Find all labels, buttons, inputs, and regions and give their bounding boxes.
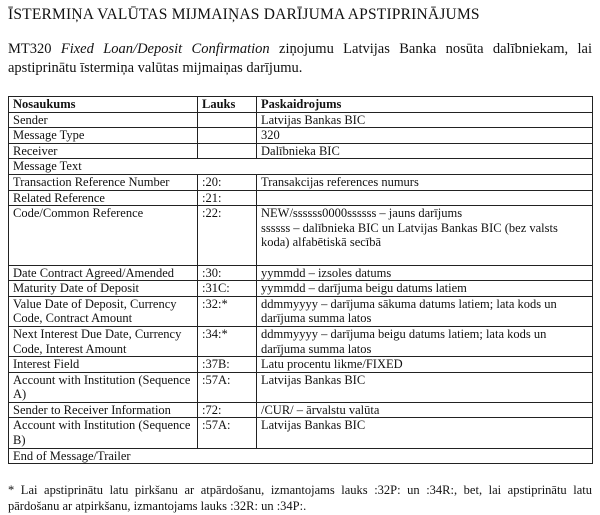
table-row [9,190,593,206]
explanation-cell: Dalībnieka BIC [257,143,593,159]
name-cell: Receiver [9,143,198,159]
message-type-code: MT320 [8,41,52,57]
table-row [9,112,593,128]
name-cell: Account with Institution (Sequence A) [9,372,198,402]
field-cell: :22: [198,206,257,265]
explanation-cell: Latvijas Bankas BIC [257,112,593,128]
field-cell: :31C: [198,281,257,297]
table-row [9,128,593,144]
field-cell: :72: [198,402,257,418]
field-cell: :20: [198,174,257,190]
explanation-cell: Transakcijas references numurs [257,174,593,190]
name-cell: Value Date of Deposit, Currency Code, Contract Amount [9,296,198,326]
name-cell: Interest Field [9,357,198,373]
name-cell: Message Type [9,128,198,144]
explanation-cell: 320 [257,128,593,144]
table-body [9,112,593,464]
field-cell: :32:* [198,296,257,326]
name-cell: Related Reference [9,190,198,206]
table-row [9,159,593,175]
explanation-cell: yymmdd – izsoles datums [257,265,593,281]
name-cell: Sender [9,112,198,128]
message-spec-table [8,96,593,464]
table-row [9,296,593,326]
name-cell: Maturity Date of Deposit [9,281,198,297]
name-cell: Account with Institution (Sequence B) [9,418,198,448]
table-row [9,402,593,418]
header-name: Nosaukums [9,97,198,113]
explanation-cell: ddmmyyyy – darījuma sākuma datums latiem; lata kods un darījuma summa latos [257,296,593,326]
name-cell: Next Interest Due Date, Currency Code, Interest Amount [9,326,198,356]
table-row [9,357,593,373]
table-row [9,281,593,297]
field-cell: :21: [198,190,257,206]
section-cell: Message Text [9,159,593,175]
field-cell [198,143,257,159]
table-row [9,448,593,464]
table-row [9,206,593,265]
explanation-cell [257,190,593,206]
page-title: ĪSTERMIŅA VALŪTAS MIJMAIŅAS DARĪJUMA APSTIPRINĀJUMS [8,6,480,23]
explanation-cell: ddmmyyyy – darījuma beigu datums latiem; lata kods un darījuma summa latos [257,326,593,356]
table-row [9,265,593,281]
field-cell [198,128,257,144]
header-explanation: Paskaidrojums [257,97,593,113]
field-cell: :30: [198,265,257,281]
field-cell: :57A: [198,418,257,448]
explanation-cell: /CUR/ – ārvalstu valūta [257,402,593,418]
name-cell: Sender to Receiver Information [9,402,198,418]
message-name: Fixed Loan/Deposit Confirmation [60,41,270,57]
table-row [9,418,593,448]
field-cell: :34:* [198,326,257,356]
explanation-cell: Latvijas Bankas BIC [257,372,593,402]
table-row [9,143,593,159]
explanation-cell: NEW/ssssss0000ssssss – jauns darījums ssssss – dalībnieka BIC un Latvijas Bankas BIC (bez valsts koda) alfabētiskā secībā [257,206,593,265]
table-row [9,372,593,402]
explanation-cell: Latvijas Bankas BIC [257,418,593,448]
name-cell: Transaction Reference Number [9,174,198,190]
header-field: Lauks [198,97,257,113]
table-row [9,326,593,356]
explanation-cell: yymmdd – darījuma beigu datums latiem [257,281,593,297]
name-cell: Code/Common Reference [9,206,198,265]
field-cell [198,112,257,128]
table-header-row [9,97,593,113]
intro-text: ziņojumu Latvijas Banka nosūta dalībniekam, lai apstiprinātu īstermiņa valūtas mijmaiņas darījumu. [8,41,593,76]
field-cell: :57A: [198,372,257,402]
footnote: * Lai apstiprinātu latu pirkšanu ar atpārdošanu, izmantojams lauks :32P: un :34R:, bet, lai apstiprinātu latu pārdošanu ar atpirkšanu, izmantojams lauks :32R: un :34P:. [8,483,592,513]
name-cell: Date Contract Agreed/Amended [9,265,198,281]
explanation-cell: Latu procentu likme/FIXED [257,357,593,373]
section-cell: End of Message/Trailer [9,448,593,464]
table-row [9,174,593,190]
field-cell: :37B: [198,357,257,373]
intro-paragraph [8,40,592,78]
